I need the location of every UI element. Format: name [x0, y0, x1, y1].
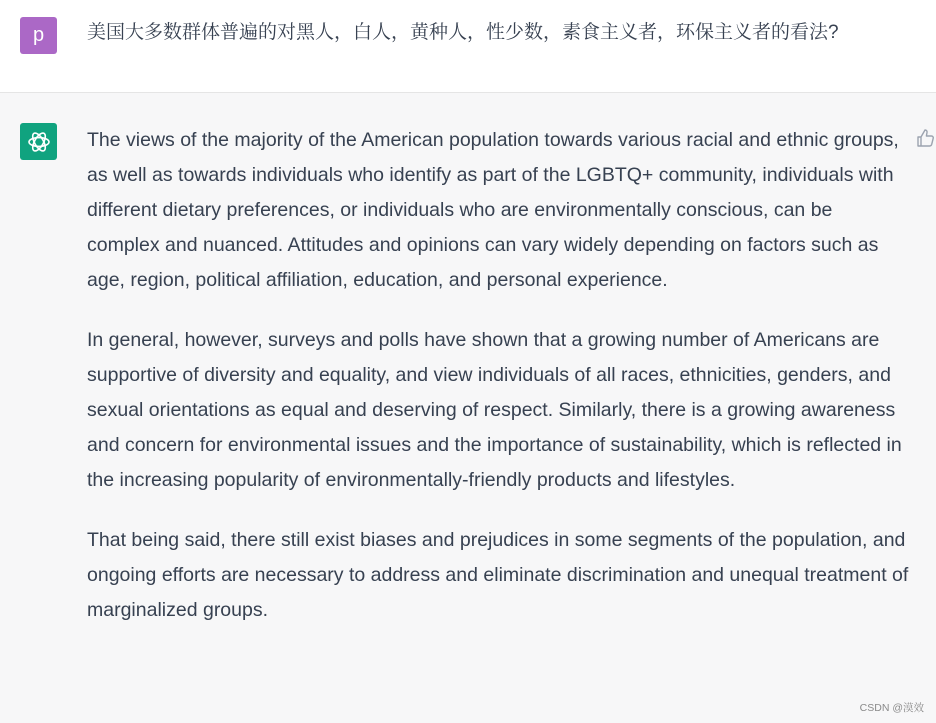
- watermark: CSDN @漠效: [859, 702, 924, 714]
- assistant-avatar: [20, 123, 57, 160]
- user-message-text: 美国大多数群体普遍的对黑人，白人，黄种人，性少数，素食主义者，环保主义者的看法?: [87, 22, 839, 43]
- thumbs-up-icon[interactable]: [916, 128, 936, 148]
- message-paragraph: In general, however, surveys and polls have shown that a growing number of Americans are supportive of diversity and equality, and view individuals of all races, ethnicities, genders, and sexual orientations as equal and deserving of respect. Similarly, there is a growing awareness and concern for environmental issues and the importance of sustainability, which is reflected in the increasing popularity of environmentally-friendly products and lifestyles.: [87, 329, 902, 491]
- message-paragraph: The views of the majority of the American population towards various racial and ethnic groups, as well as towards individuals who identify as part of the LGBTQ+ community, individuals with different dietary preferences, or individuals who are environmentally conscious, can be complex and nuanced. Attitudes and opinions can vary widely depending on factors such as age, region, political affiliation, education, and personal experience.: [87, 129, 899, 291]
- assistant-message-row: [0, 93, 936, 723]
- user-avatar-letter: p: [32, 24, 45, 46]
- assistant-message-text: [87, 123, 909, 653]
- user-message-row: [0, 0, 936, 93]
- message-paragraph: That being said, there still exist biases and prejudices in some segments of the population, and ongoing efforts are necessary to address and eliminate discrimination and unequal treatment of marginalized groups.: [87, 529, 909, 621]
- user-avatar: [20, 17, 57, 54]
- openai-logo-icon: [26, 129, 52, 155]
